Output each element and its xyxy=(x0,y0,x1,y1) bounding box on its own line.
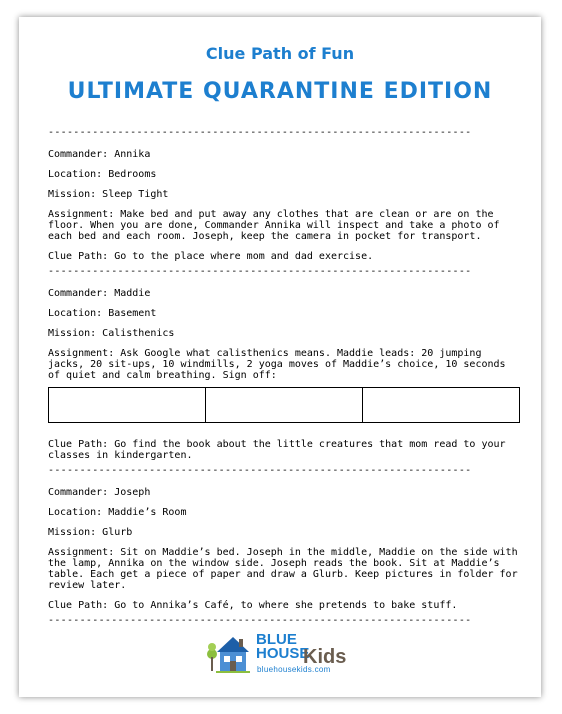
logo-url: bluehousekids.com xyxy=(257,665,331,674)
assignment-text: Assignment: Sit on Maddie’s bed. Joseph in the middle, Maddie on the side with the lamp, Annika on the window side. Joseph reads the book. Sit at Maddie’s table. Each get a piece of paper and draw a Glurb. Keep pictures in folder for review later. xyxy=(48,547,524,591)
logo-line-house: HOUSE xyxy=(256,645,310,662)
assignment-text: Assignment: Ask Google what calisthenics means. Maddie leads: 20 jumping jacks, 20 sit-ups, 10 windmills, 2 yoga moves of Maddie’s choice, 10 seconds of quiet and calm breathing. Sign off: xyxy=(48,348,512,381)
house-icon xyxy=(206,629,256,679)
signoff-cell[interactable] xyxy=(49,388,206,422)
divider: ------------------------------------------------------------------- xyxy=(48,266,472,277)
location-line: Location: Maddie’s Room xyxy=(48,507,187,518)
assignment-text: Assignment: Make bed and put away any clothes that are clean or are on the floor. When you are done, Commander Annika will inspect and take a photo of each bed and each room. Joseph, keep the camera in pocket for transport. xyxy=(48,209,506,242)
clue-path-text: Clue Path: Go to Annika’s Café, to where she pretends to bake stuff. xyxy=(48,600,458,611)
blue-house-kids-logo xyxy=(206,629,366,679)
divider: ------------------------------------------------------------------- xyxy=(48,127,472,138)
commander-line: Commander: Maddie xyxy=(48,288,151,299)
clue-path-text: Clue Path: Go find the book about the little creatures that mom read to your classes in kindergarten. xyxy=(48,439,512,461)
worksheet-page xyxy=(19,17,541,697)
mission-section-annika xyxy=(48,149,520,262)
mission-line: Mission: Glurb xyxy=(48,527,133,538)
mission-line: Mission: Calisthenics xyxy=(48,328,175,339)
clue-path-text: Clue Path: Go to the place where mom and dad exercise. xyxy=(48,251,374,262)
location-line: Location: Basement xyxy=(48,308,157,319)
commander-line: Commander: Annika xyxy=(48,149,151,160)
divider: ------------------------------------------------------------------- xyxy=(48,465,472,476)
mission-section-maddie xyxy=(48,288,520,461)
signoff-table xyxy=(48,387,520,423)
logo-line-blue: BLUE xyxy=(256,631,297,648)
mission-section-joseph xyxy=(48,487,524,611)
mission-list xyxy=(48,127,524,637)
page-title: Clue Path of Fun xyxy=(205,44,355,63)
signoff-cell[interactable] xyxy=(363,388,519,422)
logo-wordmark xyxy=(256,631,347,668)
divider: ------------------------------------------------------------------- xyxy=(48,615,472,626)
location-line: Location: Bedrooms xyxy=(48,169,157,180)
signoff-cell[interactable] xyxy=(206,388,363,422)
commander-line: Commander: Joseph xyxy=(48,487,151,498)
page-subtitle: ULTIMATE QUARANTINE EDITION xyxy=(67,79,493,104)
mission-line: Mission: Sleep Tight xyxy=(48,189,169,200)
logo-line-kids: Kids xyxy=(303,646,347,668)
